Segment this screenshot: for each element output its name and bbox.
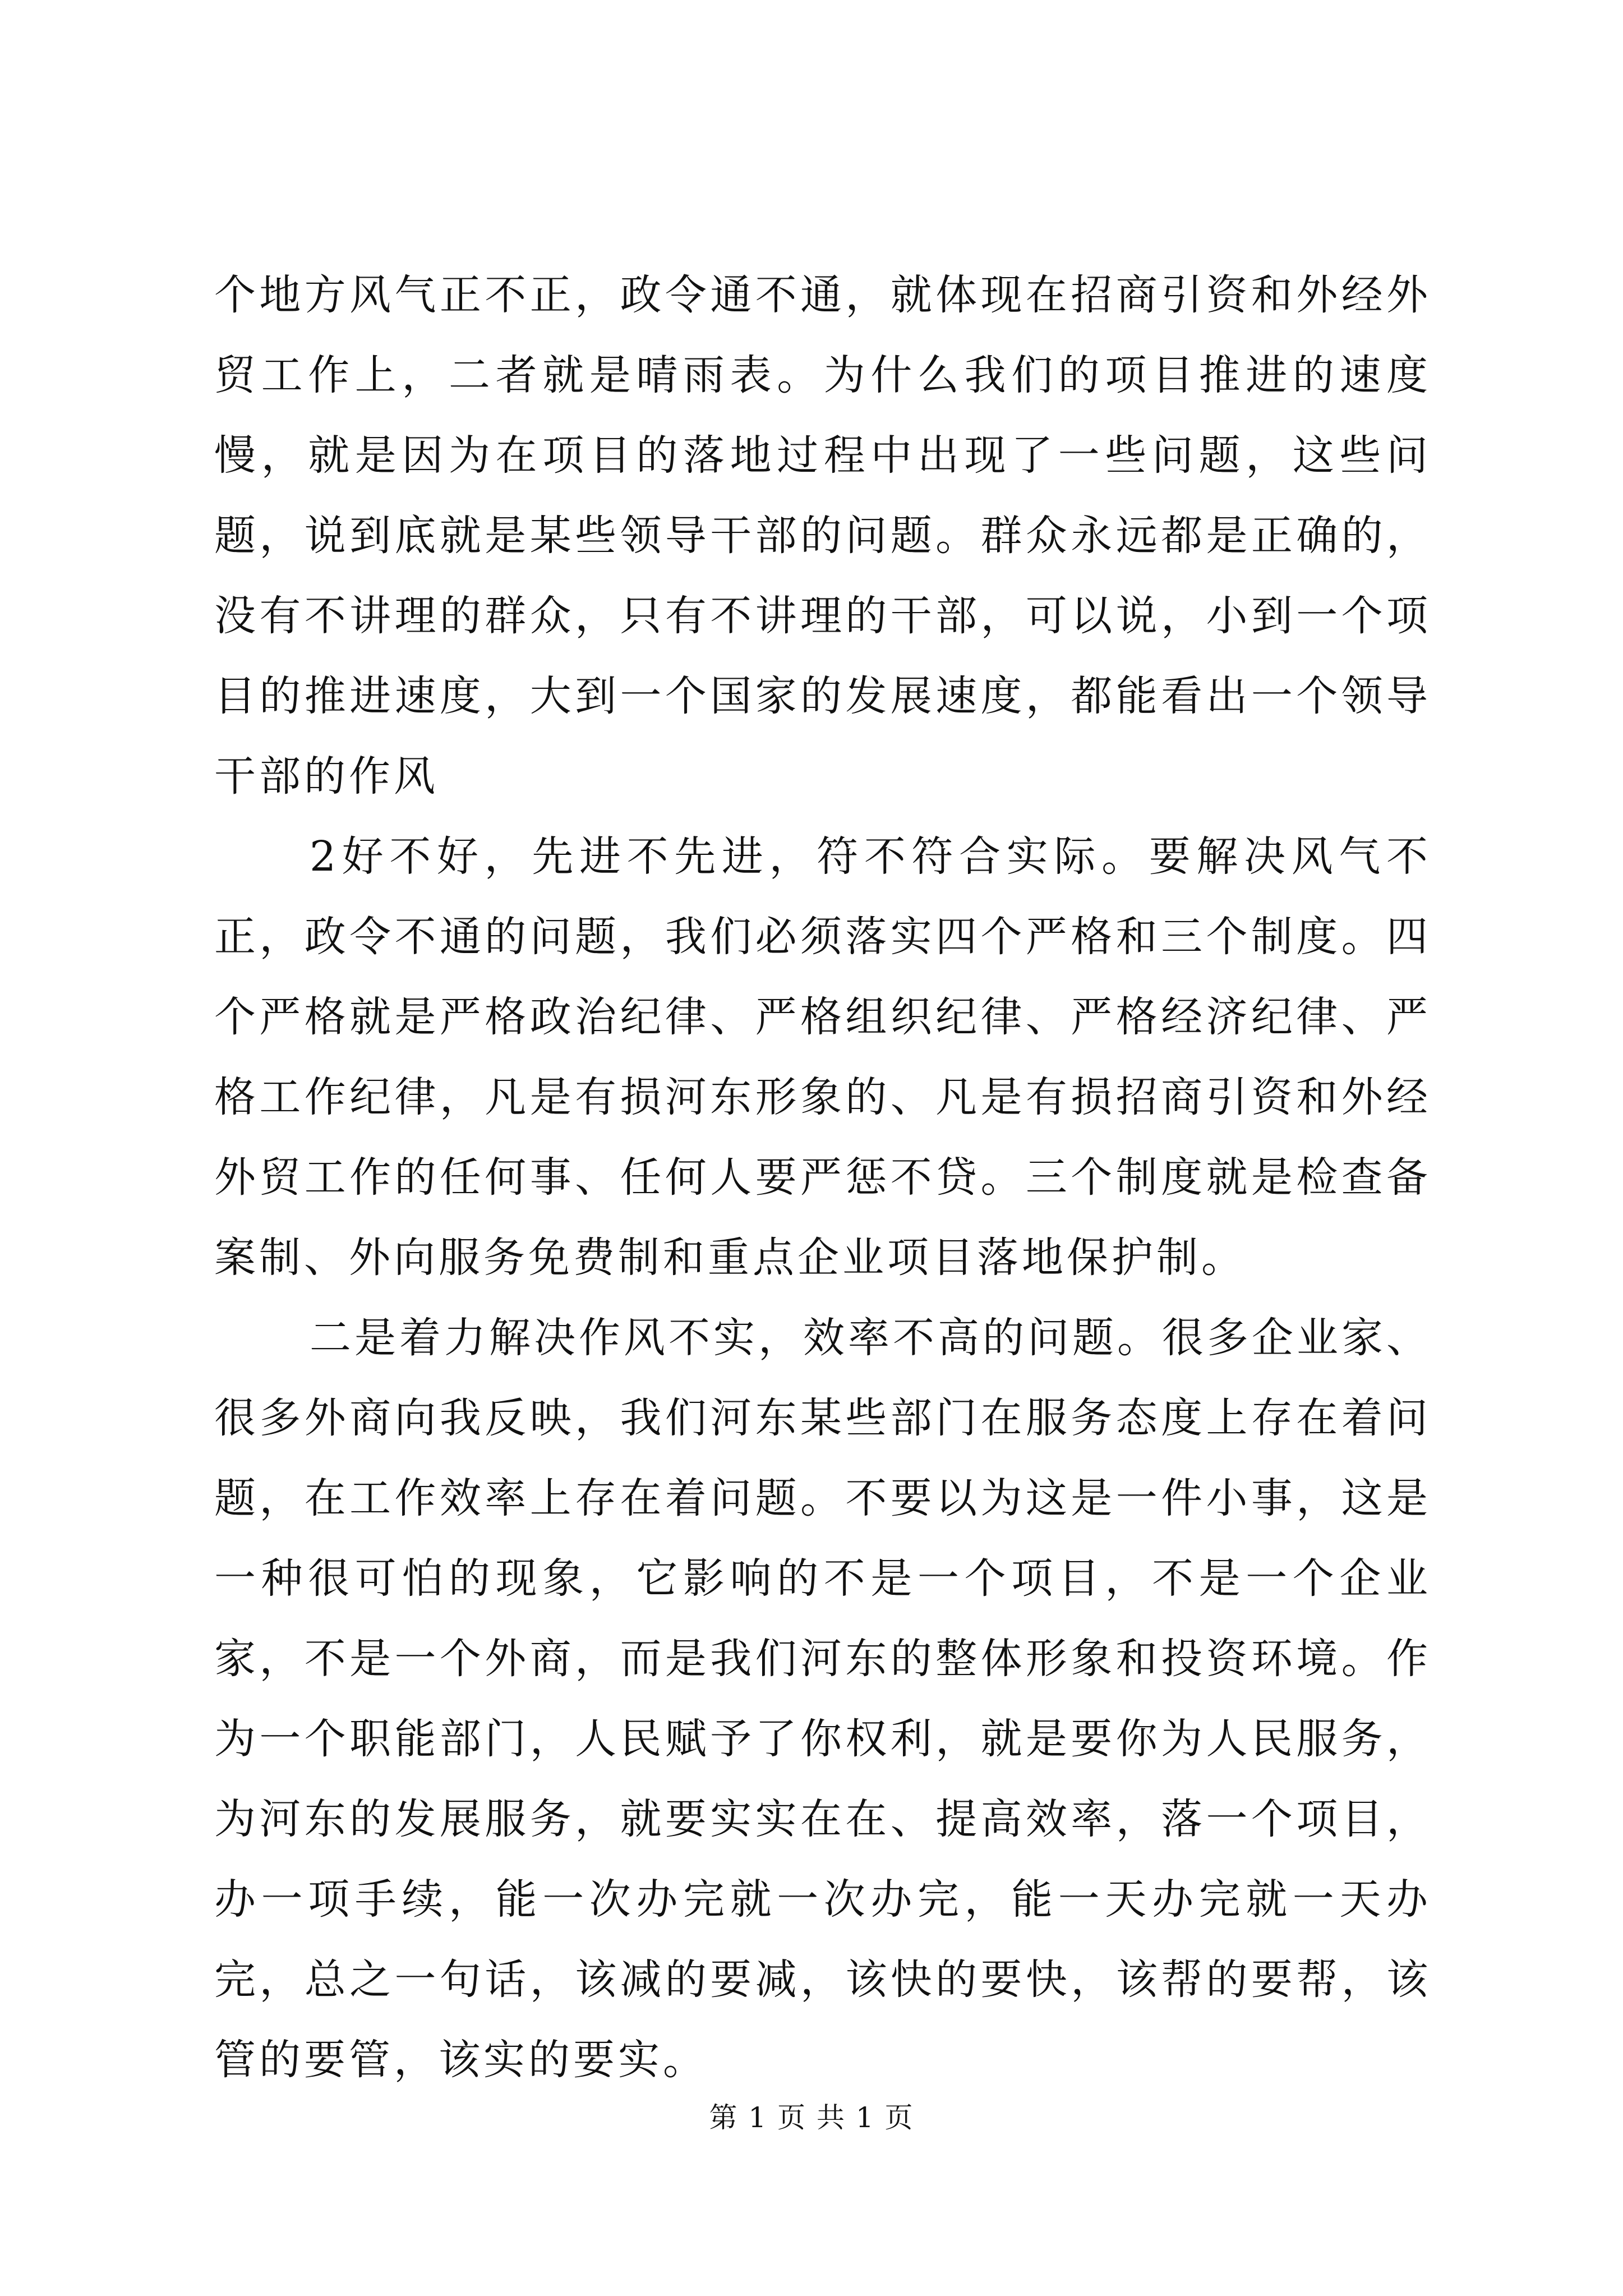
paragraph-3: 二是着力解决作风不实，效率不高的问题。很多企业家、很多外商向我反映，我们河东某些部门在服务态度上存在着问题，在工作效率上存在着问题。不要以为这是一件小事，这是一种很可怕的现象，它影响的不是一个项目，不是一个企业家，不是一个外商，而是我们河东的整体形象和投资环境。作为一个职能部门，人民赋予了你权利，就是要你为人民服务，为河东的发展服务，就要实实在在、提高效率，落一个项目，办一项手续，能一次办完就一次办完，能一天办完就一天办完，总之一句话，该减的要减，该快的要快，该帮的要帮，该管的要管，该实的要实。 (214, 1314, 1431, 2084)
paragraph-2: 2好不好，先进不先进，符不符合实际。要解决风气不正，政令不通的问题，我们必须落实四个严格和三个制度。四个严格就是严格政治纪律、严格组织纪律、严格经济纪律、严格工作纪律，凡是有损河东形象的、凡是有损招商引资和外经外贸工作的任何事、任何人要严惩不贷。三个制度就是检查备案制、外向服务免费制和重点企业项目落地保护制。 (214, 832, 1431, 1282)
page-footer: 第 1 页 共 1 页 (709, 2101, 914, 2134)
paragraph-1: 个地方风气正不正，政令通不通，就体现在招商引资和外经外贸工作上，二者就是晴雨表。为什么我们的项目推进的速度慢，就是因为在项目的落地过程中出现了一些问题，这些问题，说到底就是某些领导干部的问题。群众永远都是正确的，没有不讲理的群众，只有不讲理的干部，可以说，小到一个项目的推进速度，大到一个国家的发展速度，都能看出一个领导干部的作风 (214, 271, 1431, 800)
document-body (214, 255, 1431, 2100)
